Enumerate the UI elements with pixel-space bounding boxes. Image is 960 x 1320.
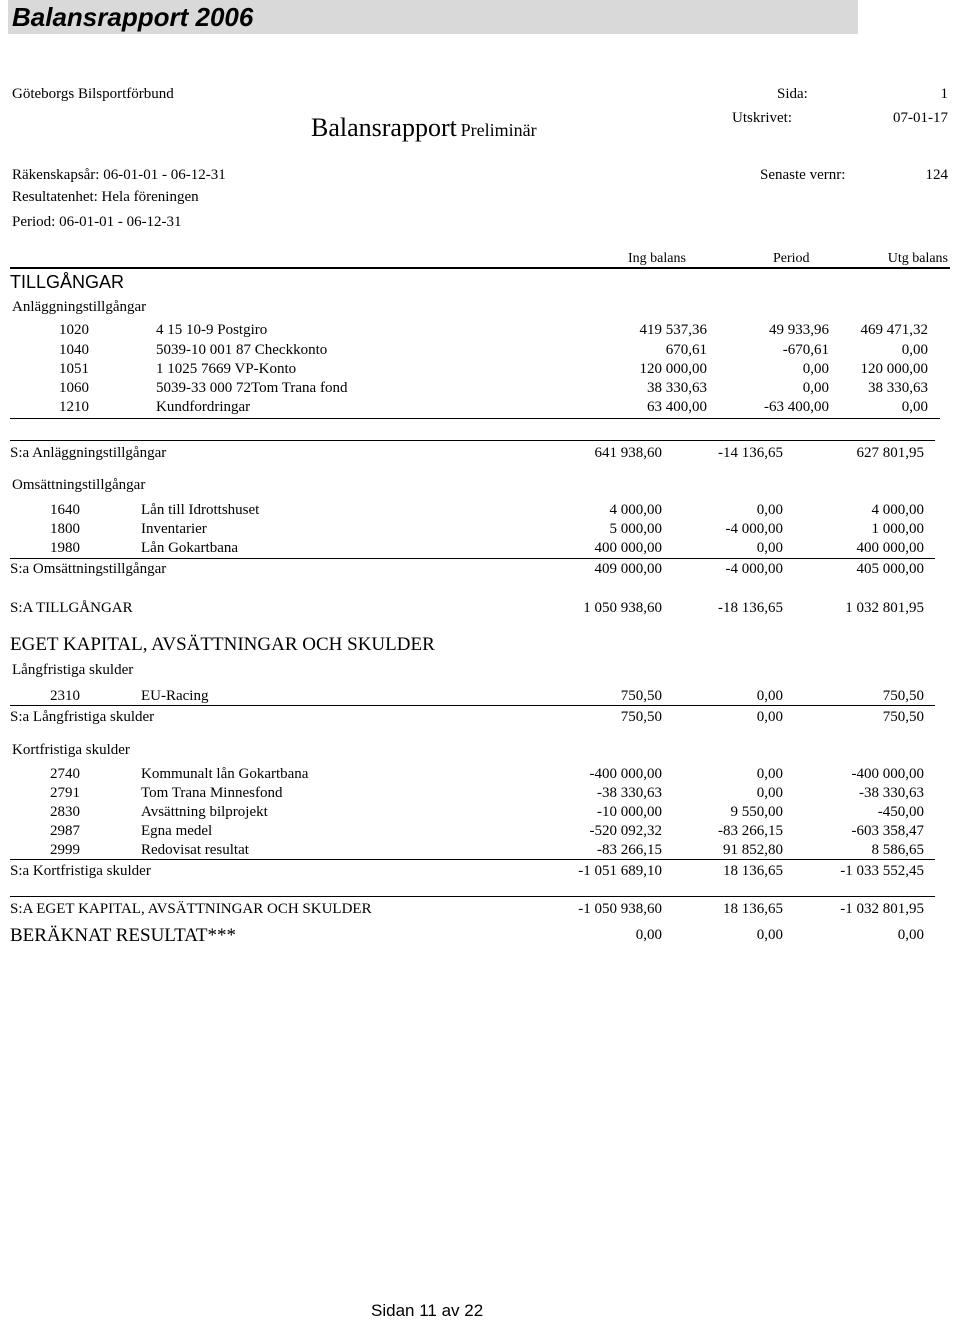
account-number: 2310	[50, 688, 80, 704]
sum-ing-value: -1 051 689,10	[578, 863, 662, 879]
utg-balans-value: -450,00	[877, 804, 924, 820]
total-ing-value: -1 050 938,60	[578, 901, 662, 917]
sum-label: S:a Långfristiga skulder	[10, 709, 155, 725]
group-title-short-term-liabilities: Kortfristiga skulder	[12, 742, 130, 758]
page-banner	[8, 0, 858, 34]
calculated-result-label: BERÄKNAT RESULTAT***	[10, 925, 236, 946]
period-value: -63 400,00	[764, 399, 829, 415]
account-name: 4 15 10-9 Postgiro	[156, 322, 268, 338]
section-title-assets: TILLGÅNGAR	[10, 272, 125, 292]
ing-balans-value: 750,50	[620, 688, 662, 704]
sum-period-value: -4 000,00	[725, 561, 783, 577]
header-rule	[10, 267, 950, 269]
report-title-status: Preliminär	[460, 120, 537, 140]
account-number: 1210	[59, 399, 89, 415]
page-number-label: Sida:	[777, 86, 808, 102]
ing-balans-value: -400 000,00	[589, 766, 662, 782]
account-name: Tom Trana Minnesfond	[141, 785, 283, 801]
ing-balans-value: 419 537,36	[639, 322, 707, 338]
group-title-fixed-assets: Anläggningstillgångar	[12, 299, 147, 315]
utg-balans-value: 38 330,63	[868, 380, 928, 396]
col-period: Period	[773, 251, 810, 266]
sum-period-value: 0,00	[756, 709, 783, 725]
ing-balans-value: 120 000,00	[639, 361, 707, 377]
account-name: Lån Gokartbana	[141, 540, 239, 556]
ing-balans-value: 63 400,00	[647, 399, 707, 415]
period-value: 91 852,80	[723, 842, 783, 858]
group-title-current-assets: Omsättningstillgångar	[12, 477, 146, 493]
utg-balans-value: 750,50	[882, 688, 924, 704]
utg-balans-value: 8 586,65	[871, 842, 924, 858]
sum-label: S:a Omsättningstillgångar	[10, 561, 167, 577]
result-utg-value: 0,00	[897, 927, 924, 943]
utg-balans-value: 4 000,00	[871, 502, 924, 518]
section-title-equity-liabilities: EGET KAPITAL, AVSÄTTNINGAR OCH SKULDER	[10, 634, 435, 655]
group-title-long-term-liabilities: Långfristiga skulder	[12, 662, 134, 678]
fiscal-year: Räkenskapsår: 06-01-01 - 06-12-31	[12, 167, 226, 183]
current-assets-rule	[10, 558, 935, 559]
account-number: 1040	[59, 342, 89, 358]
report-title	[311, 115, 537, 141]
utg-balans-value: 0,00	[901, 399, 928, 415]
ing-balans-value: -520 092,32	[589, 823, 662, 839]
account-number: 1020	[59, 322, 89, 338]
period-value: 0,00	[802, 380, 829, 396]
account-number: 1051	[59, 361, 89, 377]
total-label: S:A TILLGÅNGAR	[10, 600, 133, 616]
result-period-value: 0,00	[756, 927, 783, 943]
total-utg-value: -1 032 801,95	[840, 901, 924, 917]
sum-utg-value: 405 000,00	[856, 561, 924, 577]
fixed-assets-sum-rule	[10, 440, 935, 441]
account-number: 1980	[50, 540, 80, 556]
total-ing-value: 1 050 938,60	[583, 600, 662, 616]
organization-name: Göteborgs Bilsportförbund	[12, 86, 174, 102]
page-footer: Sidan 11 av 22	[371, 1301, 484, 1320]
result-unit: Resultatenhet: Hela föreningen	[12, 189, 199, 205]
account-number: 2987	[50, 823, 80, 839]
account-number: 1060	[59, 380, 89, 396]
total-label: S:A EGET KAPITAL, AVSÄTTNINGAR OCH SKULDER	[10, 901, 372, 917]
period-value: 9 550,00	[730, 804, 783, 820]
ing-balans-value: 5 000,00	[609, 521, 662, 537]
account-number: 2740	[50, 766, 80, 782]
period-value: -4 000,00	[725, 521, 783, 537]
account-number: 1800	[50, 521, 80, 537]
ing-balans-value: -10 000,00	[597, 804, 662, 820]
banner-title: Balansrapport 2006	[12, 2, 254, 32]
utg-balans-value: 0,00	[901, 342, 928, 358]
account-name: 1 1025 7669 VP-Konto	[156, 361, 297, 377]
sum-period-value: 18 136,65	[723, 863, 783, 879]
period-value: 0,00	[756, 766, 783, 782]
sum-ing-value: 750,50	[620, 709, 662, 725]
utg-balans-value: -38 330,63	[859, 785, 924, 801]
printed-label: Utskrivet:	[732, 110, 792, 126]
ing-balans-value: 670,61	[665, 342, 707, 358]
total-period-value: 18 136,65	[723, 901, 783, 917]
utg-balans-value: -603 358,47	[851, 823, 924, 839]
sum-period-value: -14 136,65	[718, 445, 783, 461]
last-voucher-label: Senaste vernr:	[760, 167, 846, 183]
sum-utg-value: 627 801,95	[856, 445, 924, 461]
account-name: Avsättning bilprojekt	[141, 804, 268, 820]
period-value: 0,00	[802, 361, 829, 377]
ing-balans-value: 38 330,63	[647, 380, 707, 396]
account-name: EU-Racing	[141, 688, 209, 704]
sum-utg-value: 750,50	[882, 709, 924, 725]
short-term-liabilities-rule	[10, 859, 935, 860]
account-name: Kundfordringar	[156, 399, 251, 415]
last-voucher-value: 124	[925, 167, 948, 183]
account-name: 5039-10 001 87 Checkkonto	[156, 342, 328, 358]
account-name: 5039-33 000 72Tom Trana fond	[156, 380, 348, 396]
sum-label: S:a Kortfristiga skulder	[10, 863, 151, 879]
period-value: -83 266,15	[718, 823, 783, 839]
utg-balans-value: 120 000,00	[860, 361, 928, 377]
equity-total-rule	[10, 896, 935, 897]
period-value: -670,61	[782, 342, 829, 358]
period-range: Period: 06-01-01 - 06-12-31	[12, 214, 182, 230]
ing-balans-value: -38 330,63	[597, 785, 662, 801]
utg-balans-value: 1 000,00	[871, 521, 924, 537]
utg-balans-value: -400 000,00	[851, 766, 924, 782]
sum-utg-value: -1 033 552,45	[840, 863, 924, 879]
total-period-value: -18 136,65	[718, 600, 783, 616]
result-ing-value: 0,00	[635, 927, 662, 943]
account-name: Inventarier	[141, 521, 207, 537]
account-number: 2791	[50, 785, 80, 801]
col-ing-balans: Ing balans	[628, 251, 686, 266]
long-term-liabilities-rule	[10, 705, 935, 706]
printed-date: 07-01-17	[893, 110, 948, 126]
period-value: 0,00	[756, 785, 783, 801]
utg-balans-value: 400 000,00	[856, 540, 924, 556]
ing-balans-value: -83 266,15	[597, 842, 662, 858]
sum-ing-value: 409 000,00	[594, 561, 662, 577]
utg-balans-value: 469 471,32	[860, 322, 928, 338]
total-utg-value: 1 032 801,95	[845, 600, 924, 616]
account-name: Kommunalt lån Gokartbana	[141, 766, 309, 782]
period-value: 0,00	[756, 540, 783, 556]
account-number: 1640	[50, 502, 80, 518]
account-name: Egna medel	[141, 823, 213, 839]
sum-ing-value: 641 938,60	[594, 445, 662, 461]
period-value: 0,00	[756, 688, 783, 704]
fixed-assets-bottom-rule	[10, 418, 940, 419]
ing-balans-value: 4 000,00	[609, 502, 662, 518]
sum-label: S:a Anläggningstillgångar	[10, 445, 167, 461]
period-value: 0,00	[756, 502, 783, 518]
account-number: 2999	[50, 842, 80, 858]
account-name: Redovisat resultat	[141, 842, 249, 858]
period-value: 49 933,96	[769, 322, 829, 338]
page-number-value: 1	[940, 86, 948, 102]
account-name: Lån till Idrottshuset	[141, 502, 260, 518]
report-title-main: Balansrapport	[311, 113, 457, 142]
col-utg-balans: Utg balans	[887, 251, 948, 266]
ing-balans-value: 400 000,00	[594, 540, 662, 556]
account-number: 2830	[50, 804, 80, 820]
